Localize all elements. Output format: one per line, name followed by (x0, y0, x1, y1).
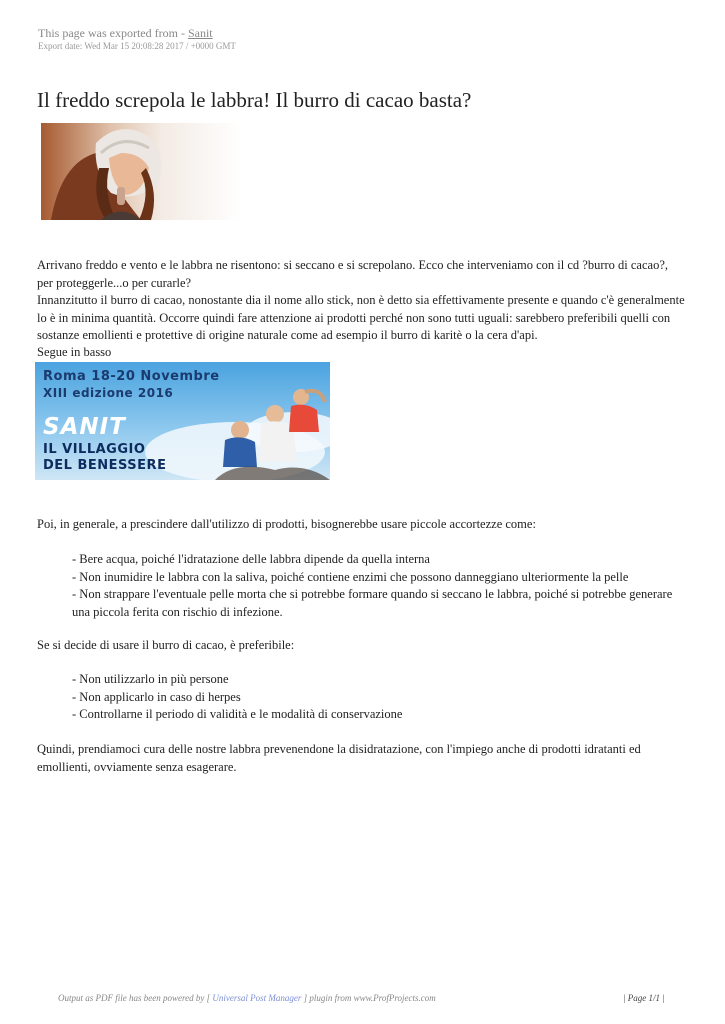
export-notice (38, 26, 213, 41)
banner-brand: SANIT (43, 414, 126, 440)
banner-tagline-2: DEL BENESSERE (43, 458, 167, 473)
list-item: - Controllarne il periodo di validità e le modalità di conservazione (72, 707, 403, 721)
list-item: - Non utilizzarlo in più persone (72, 672, 229, 686)
footer-suffix: ] plugin from www.ProfProjects.com (301, 993, 436, 1003)
banner-edition: XIII edizione 2016 (43, 386, 174, 400)
banner-dates: Roma 18-20 Novembre (43, 369, 220, 384)
paragraph-conclusion: Quindi, prendiamoci cura delle nostre labbra prevenendone la disidratazione, con l'impiego anche di prodotti idratanti ed emollienti, ovviamente senza esagerare. (37, 742, 641, 774)
intro-paragraph-1: Arrivano freddo e vento e le labbra ne risentono: si seccano e si screpolano. Ecco che interveniamo con il cd ?burro di cacao?, per proteggerle...o per curarle? (37, 258, 668, 290)
list-item: - Non inumidire le labbra con la saliva, poiché contiene enzimi che possono danneggiano ulteriormente la pelle (72, 569, 629, 584)
sanit-banner[interactable] (35, 362, 330, 480)
paragraph-precautions: Poi, in generale, a prescindere dall'utilizzo di prodotti, bisognerebbe usare piccole accortezze come: (37, 517, 536, 531)
paragraph-preferable: Se si decide di usare il burro di cacao, è preferibile: (37, 638, 295, 652)
export-prefix: This page was exported from - (38, 26, 188, 40)
list-item: - Non applicarlo in caso di herpes (72, 689, 241, 704)
site-link[interactable]: Sanit (187, 26, 213, 40)
banner-tagline-1: IL VILLAGGIO (43, 442, 146, 457)
export-date: Export date: Wed Mar 15 20:08:28 2017 / +0000 GMT (38, 41, 236, 51)
pdf-footer (58, 993, 436, 1003)
plugin-link[interactable]: Universal Post Manager (212, 993, 302, 1003)
page-number: | Page 1/1 | (623, 993, 665, 1003)
intro-paragraph-3: Segue in basso (37, 345, 112, 359)
footer-prefix: Output as PDF file has been powered by [ (58, 993, 213, 1003)
list-item: - Non strappare l'eventuale pelle morta che si potrebbe formare quando si seccano le labbra, poiché si potrebbe generare una piccola ferita con rischio di infezione. (72, 587, 673, 619)
lip-balm-list (72, 671, 687, 724)
list-item: - Bere acqua, poiché l'idratazione delle labbra dipende da quella interna (72, 552, 430, 566)
intro-paragraph-2: Innanzitutto il burro di cacao, nonostante dia il nome allo stick, non è detto sia effettivamente presente e quando c'è generalmente lo è in minima quantità. Occorre quindi fare attenzione ai prodotti perché non sono tutti uguali: sarebbero preferibili quelli con sostanze emollienti e protettive di origine naturale come ad esempio il burro di karitè o la cera d'api. (37, 293, 685, 342)
woman-lip-balm-photo (41, 123, 241, 220)
article-title: Il freddo screpola le labbra! Il burro di cacao basta? (37, 88, 472, 112)
precautions-list (72, 551, 687, 621)
